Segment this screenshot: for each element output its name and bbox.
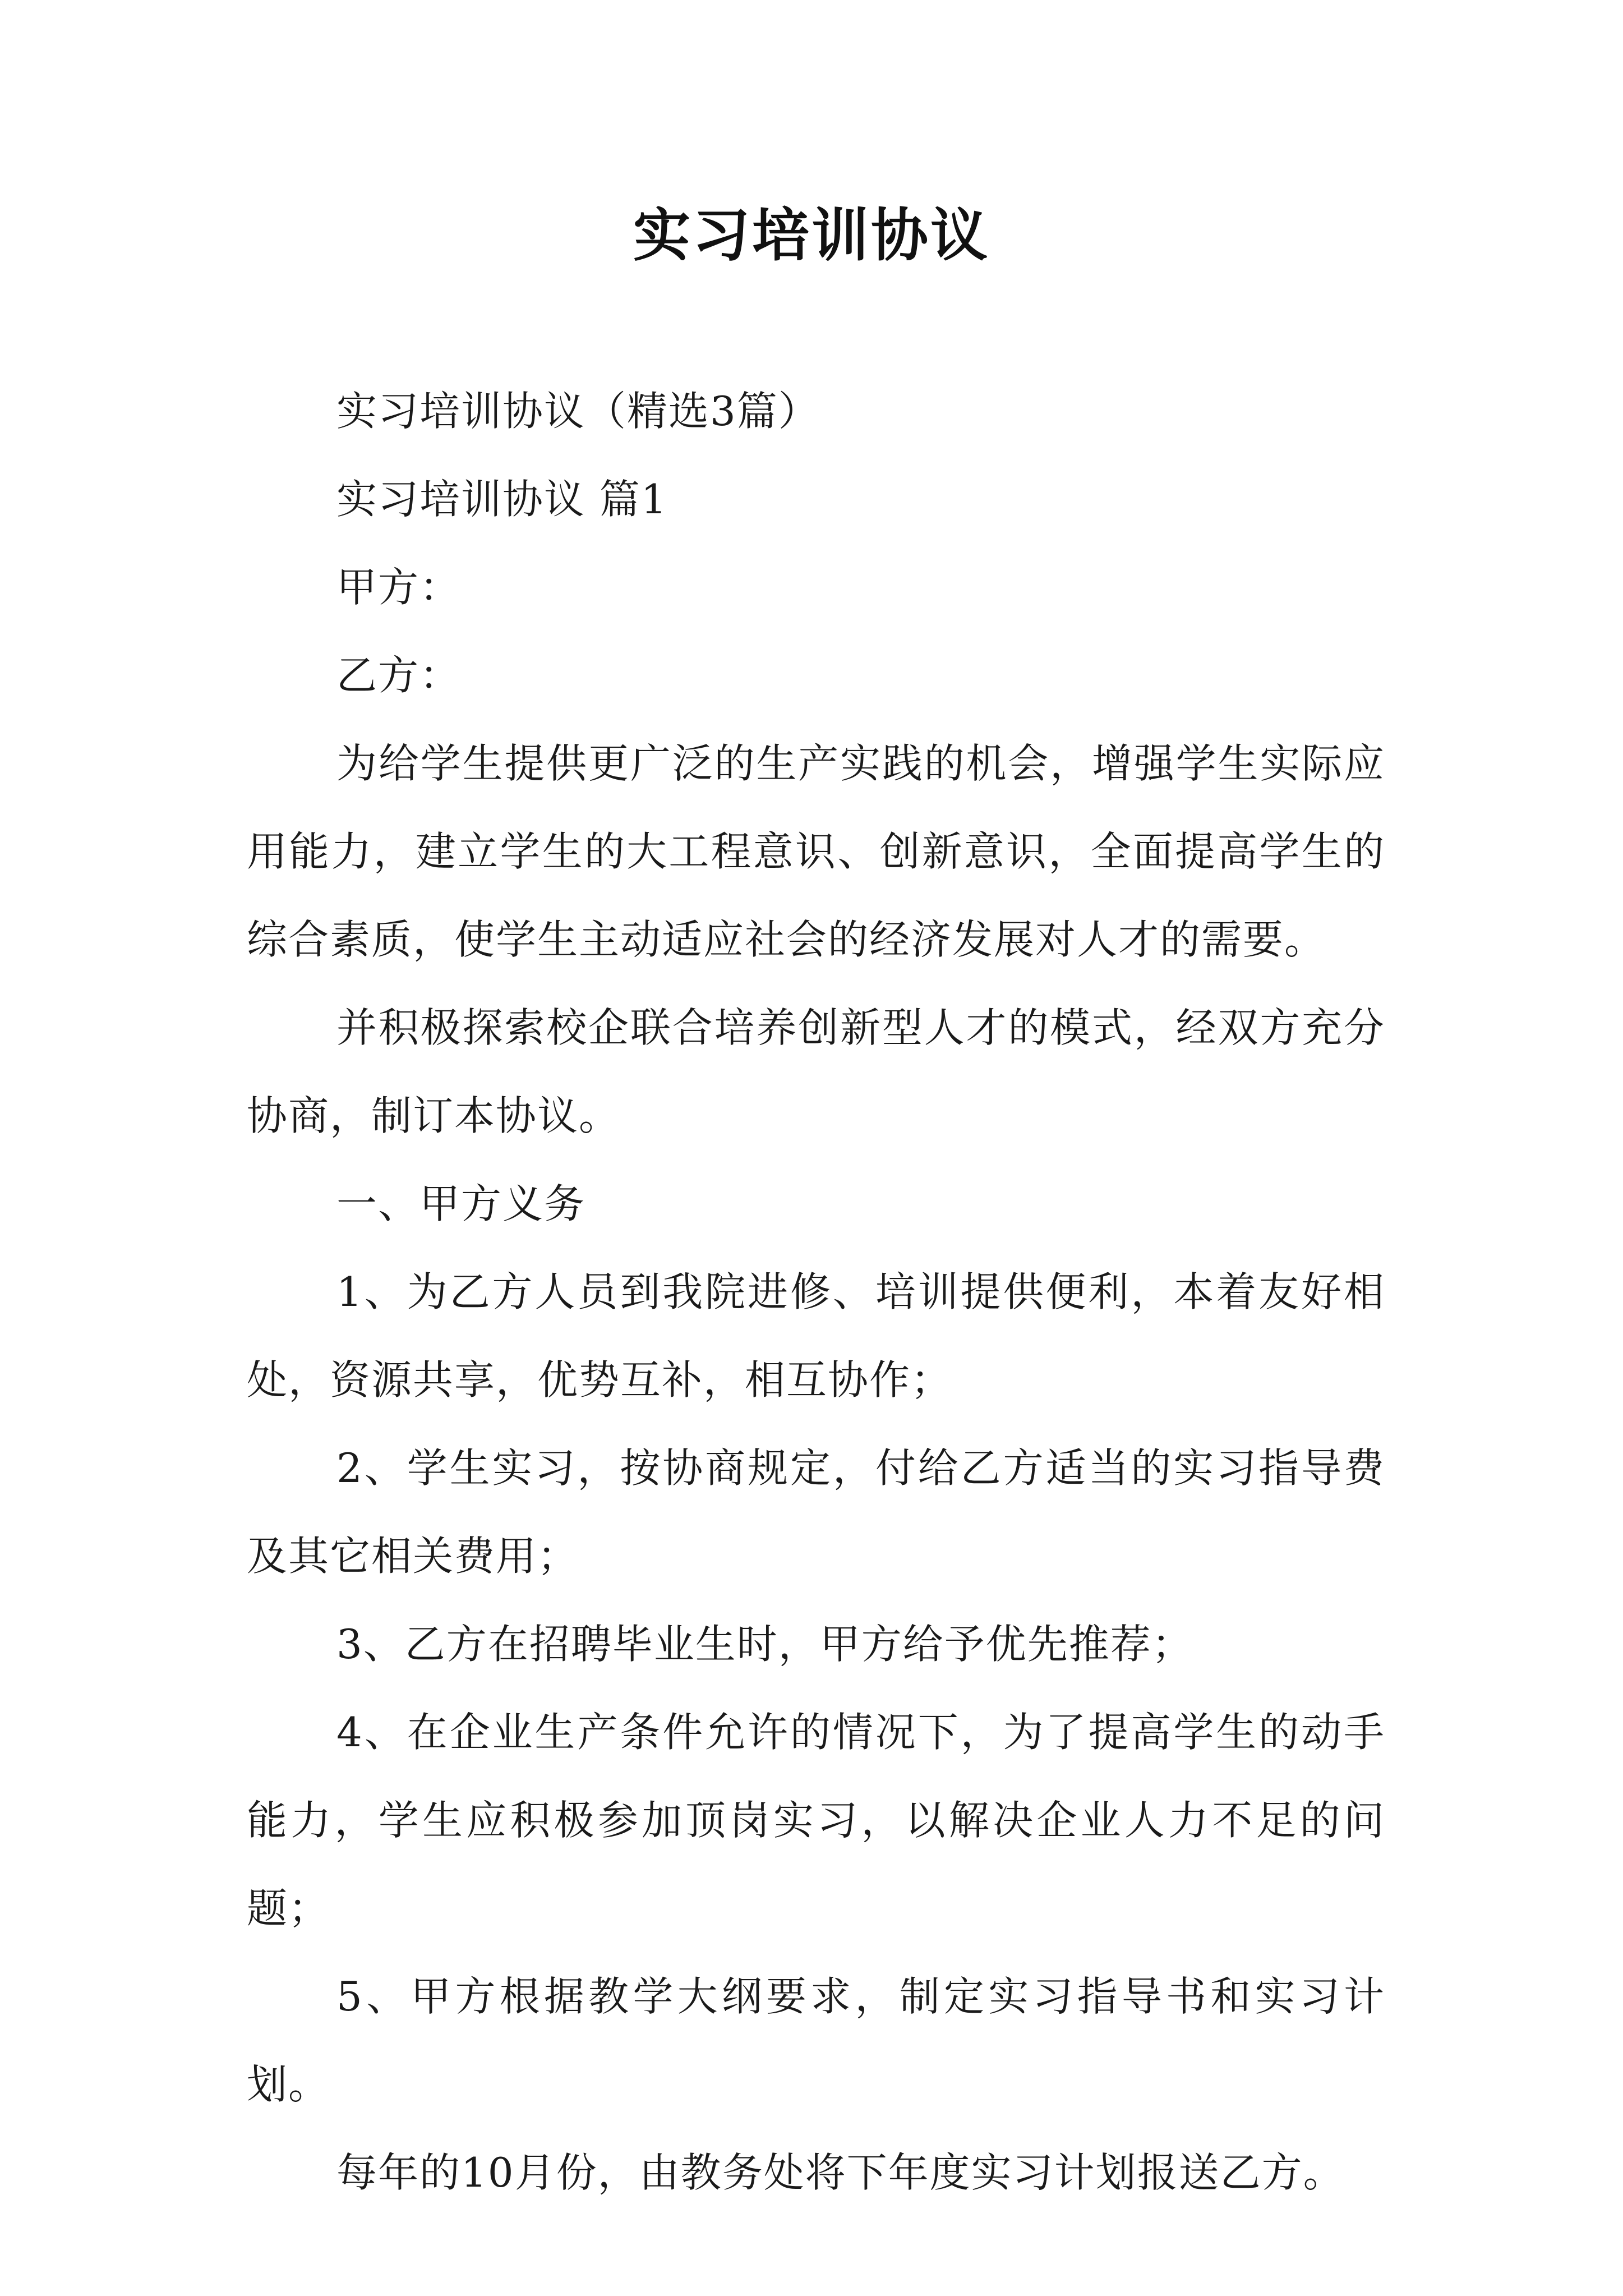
clause-paragraph: 2、学生实习，按协商规定，付给乙方适当的实习指导费及其它相关费用； <box>247 1444 1385 1580</box>
section-heading-paragraph: 一、甲方义务 <box>336 1180 586 1227</box>
party-b-label: 乙方： <box>336 652 462 699</box>
clause-paragraph: 3、乙方在招聘毕业生时，甲方给予优先推荐； <box>336 1621 1193 1668</box>
clause-paragraph: 5、甲方根据教学大纲要求，制定实习指导书和实习计划。 <box>247 1973 1385 2108</box>
body-paragraph: 并积极探索校企联合培养创新型人才的模式，经双方充分协商，制订本协议。 <box>247 1004 1385 1139</box>
clause-paragraph: 4、在企业生产条件允许的情况下，为了提高学生的动手能力，学生应积极参加顶岗实习，以解决企业人力不足的问题； <box>247 1709 1385 1932</box>
body-paragraph: 每年的10月份，由教务处将下年度实习计划报送乙方。 <box>336 2149 1345 2196</box>
clause-paragraph: 1、为乙方人员到我院进修、培训提供便利，本着友好相处，资源共享，优势互补，相互协作； <box>247 1268 1385 1404</box>
section-heading-paragraph: 实习培训协议 篇1 <box>336 476 668 523</box>
document-body <box>247 367 1385 2217</box>
subtitle-paragraph: 实习培训协议（精选3篇） <box>336 388 820 435</box>
body-paragraph: 为给学生提供更广泛的生产实践的机会，增强学生实际应用能力，建立学生的大工程意识、创新意识，全面提高学生的综合素质，使学生主动适应社会的经济发展对人才的需要。 <box>247 740 1385 963</box>
party-a-label: 甲方： <box>336 564 462 611</box>
document-title: 实习培训协议 <box>633 202 990 269</box>
